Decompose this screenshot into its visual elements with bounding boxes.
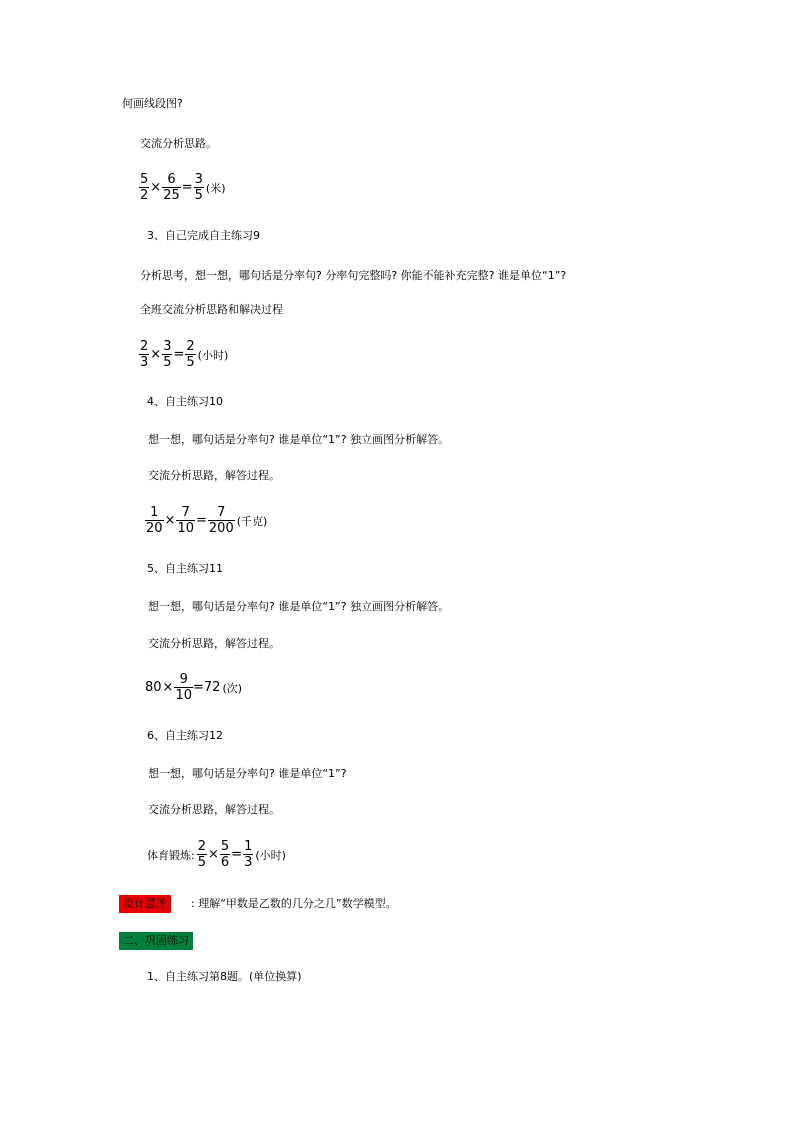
fraction: $\frac{7}{200}$ — [208, 505, 234, 536]
text-line: 交流分析思路。 — [140, 137, 217, 150]
equals-sign: = — [173, 347, 185, 362]
times-sign: × — [162, 680, 174, 695]
equation-3 — [145, 505, 267, 536]
text-line: 6、自主练习12 — [147, 729, 223, 742]
fraction: $\frac{2}{5}$ — [186, 339, 195, 370]
text-line: 5、自主练习11 — [147, 562, 223, 575]
fraction: $\frac{7}{10}$ — [177, 505, 194, 536]
equation-1 — [139, 172, 226, 203]
fraction: $\frac{5}{2}$ — [140, 172, 149, 203]
times-sign: × — [150, 347, 162, 362]
fraction: $\frac{9}{10}$ — [175, 672, 192, 703]
equals-sign: = — [181, 180, 193, 195]
times-sign: × — [164, 513, 176, 528]
text-line: 交流分析思路，解答过程。 — [148, 637, 280, 650]
equation-5 — [147, 839, 286, 870]
unit-label: (小时) — [255, 848, 286, 862]
fraction: $\frac{3}{5}$ — [194, 172, 203, 203]
equation-2 — [139, 339, 228, 370]
fraction: $\frac{6}{25}$ — [163, 172, 180, 203]
text-line: 全班交流分析思路和解决过程 — [140, 303, 283, 316]
fraction: $\frac{1}{3}$ — [244, 839, 253, 870]
unit-label: (小时) — [197, 348, 229, 362]
text-line: 3、自己完成自主练习9 — [147, 229, 260, 242]
text-line: 想一想，哪句话是分率句? 谁是单位“1”? 独立画图分析解答。 — [148, 600, 450, 613]
design-intent-text: : 理解“甲数是乙数的几分之几”数学模型。 — [191, 897, 397, 910]
unit-label: (千克) — [236, 514, 268, 528]
fraction: $\frac{2}{5}$ — [197, 839, 206, 870]
design-intent-tag: 设计意图 — [119, 895, 171, 913]
times-sign: × — [208, 847, 219, 862]
text-line: 想一想，哪句话是分率句? 谁是单位“1”? 独立画图分析解答。 — [148, 433, 450, 446]
text-line: 何画线段图? — [122, 97, 183, 110]
text-line: 分析思考，想一想，哪句话是分率句? 分率句完整吗? 你能不能补充完整? 谁是单位“1”? — [140, 269, 567, 282]
equation-label: 体育锻炼: — [147, 848, 195, 862]
unit-label: (米) — [205, 181, 226, 195]
times-sign: × — [150, 180, 162, 195]
text-line: 交流分析思路，解答过程。 — [148, 803, 280, 816]
unit-label: (次) — [222, 681, 243, 695]
text-line: 想一想，哪句话是分率句? 谁是单位“1”? — [148, 767, 347, 780]
equation-4: 80 × $\frac{9}{10}$ =72 (次) — [145, 672, 243, 703]
section-heading: 二、巩固练习 — [119, 932, 193, 950]
text-line: 4、自主练习10 — [147, 395, 223, 408]
fraction: $\frac{5}{6}$ — [220, 839, 230, 870]
text-line: 1、自主练习第8题。(单位换算) — [147, 970, 302, 983]
text-line: 交流分析思路，解答过程。 — [148, 469, 280, 482]
equals-sign: = — [196, 513, 207, 528]
fraction: $\frac{1}{20}$ — [146, 505, 163, 536]
equals-sign: = — [231, 847, 243, 862]
fraction: $\frac{3}{5}$ — [163, 339, 172, 370]
fraction: $\frac{2}{3}$ — [140, 339, 149, 370]
